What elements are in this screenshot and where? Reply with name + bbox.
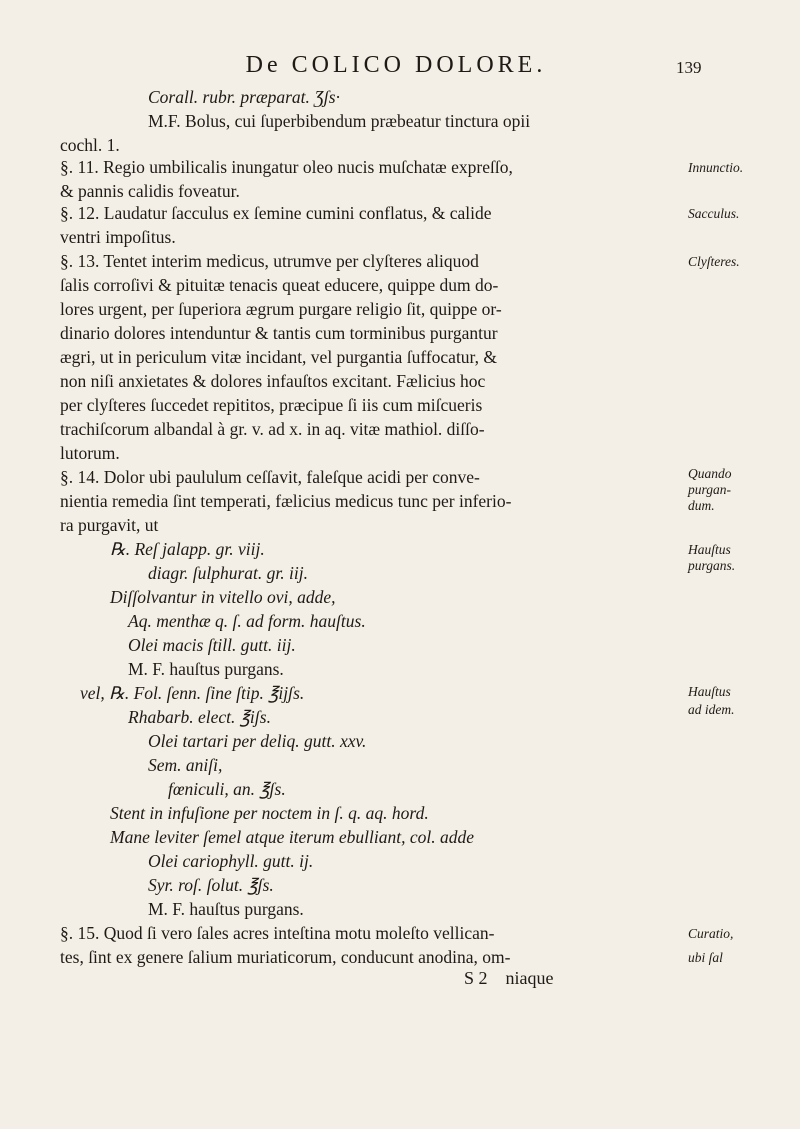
text-line: §. 14. Dolor ubi paululum ceſſavit, faleſque acidi per conve- (60, 467, 480, 487)
recipe-line: Olei cariophyll. gutt. ij. (148, 851, 314, 871)
text-line: §. 12. Laudatur ſacculus ex ſemine cumini conflatus, & calide (60, 203, 492, 223)
recipe-line: M. F. hauſtus purgans. (128, 659, 284, 679)
margin-note: purgans. (688, 558, 736, 573)
margin-note: ad idem. (688, 702, 735, 717)
recipe-line: Olei macis ſtill. gutt. iij. (128, 635, 296, 655)
margin-note: Sacculus. (688, 206, 740, 221)
text-line: Corall. rubr. præparat. Ʒʃs· (148, 87, 340, 107)
text-line: nientia remedia ſint temperati, fælicius medicus tunc per inferio- (60, 491, 512, 511)
margin-note: dum. (688, 498, 715, 513)
text-line: §. 13. Tentet interim medicus, utrumve per clyſteres aliquod (60, 251, 479, 271)
recipe-line: ℞. Reſ jalapp. gr. viij. (110, 539, 265, 559)
running-title: De COLICO DOLORE. (245, 52, 547, 78)
text-line: lores urgent, per ſuperiora ægrum purgare religio ſit, quippe or- (60, 299, 502, 319)
text-line: non niſi anxietates & dolores infauſtos excitant. Fælicius hoc (60, 371, 486, 391)
signature-catchword: S 2 niaque (464, 968, 554, 988)
recipe-line: Olei tartari per deliq. gutt. xxv. (148, 731, 367, 751)
recipe-line: diagr. ſulphurat. gr. iij. (148, 563, 308, 583)
margin-note: Innunctio. (688, 160, 744, 175)
page-number: 139 (676, 58, 702, 77)
text-line: §. 15. Quod ſi vero ſales acres inteſtina motu moleſto vellican- (60, 923, 495, 943)
text-line: & pannis calidis foveatur. (60, 181, 240, 201)
recipe-line: Aq. menthæ q. ſ. ad form. hauſtus. (128, 611, 366, 631)
recipe-line: M. F. hauſtus purgans. (148, 899, 304, 919)
margin-note: Hauſtus (688, 542, 731, 557)
margin-note: Hauſtus (688, 684, 731, 699)
text-line: tes, ſint ex genere ſalium muriaticorum, conducunt anodina, om- (60, 947, 511, 967)
recipe-line: Stent in infuſione per noctem in ſ. q. aq. hord. (110, 803, 429, 823)
recipe-line: Rhabarb. elect. ℥iʃs. (128, 707, 271, 727)
text-line: ra purgavit, ut (60, 515, 159, 535)
text-line: ventri impoſitus. (60, 227, 176, 247)
margin-note: Curatio, (688, 926, 734, 941)
text-line: ſalis corroſivi & pituitæ tenacis queat educere, quippe dum do- (60, 275, 499, 295)
running-header (0, 52, 800, 84)
recipe-line: Sem. aniſi, (148, 755, 223, 775)
margin-note: ubi ſal (688, 950, 723, 965)
text-line: per clyſteres ſuccedet repititos, præcipue ſi iis cum miſcueris (60, 395, 483, 415)
recipe-line: Mane leviter ſemel atque iterum ebulliant, col. adde (110, 827, 474, 847)
text-line: M.F. Bolus, cui ſuperbibendum præbeatur tinctura opii (148, 111, 531, 131)
margin-note: Quando (688, 466, 732, 481)
text-line: trachiſcorum albandal à gr. v. ad x. in aq. vitæ mathiol. diſſo- (60, 419, 485, 439)
recipe-line: Syr. roſ. ſolut. ℥ʃs. (148, 875, 274, 895)
text-line: dinario dolores intenduntur & tantis cum torminibus purgantur (60, 323, 498, 343)
recipe-line: fœniculi, an. ℥ʃs. (168, 779, 286, 799)
text-line: §. 11. Regio umbilicalis inungatur oleo nucis muſchatæ expreſſo, (60, 157, 513, 177)
recipe-line: vel, ℞. Fol. ſenn. ſine ſtip. ℥ijʃs. (80, 683, 305, 703)
text-line: cochl. 1. (60, 135, 120, 155)
margin-note: Clyſteres. (688, 254, 740, 269)
text-line: ægri, ut in periculum vitæ incidant, vel purgantia ſuffocatur, & (60, 347, 498, 367)
recipe-line: Diſſolvantur in vitello ovi, adde, (110, 587, 336, 607)
margin-note: purgan- (688, 482, 731, 497)
text-line: lutorum. (60, 443, 120, 463)
